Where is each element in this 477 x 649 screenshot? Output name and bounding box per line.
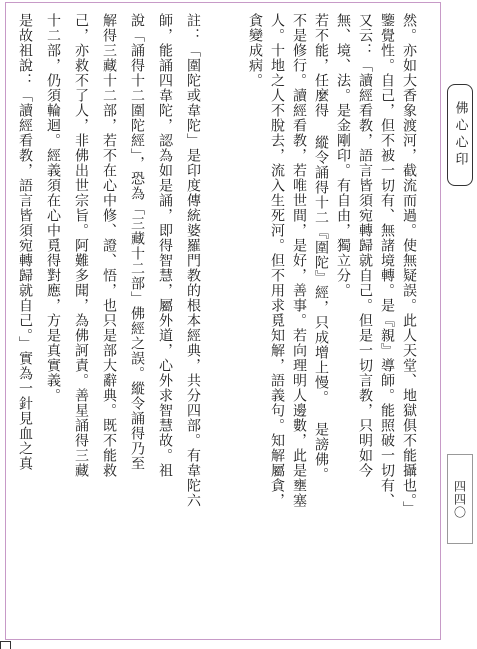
text-line-7: 人。十地之人不脫去，流入生死河。但不用求覓知解，語義句。知解屬貪， — [269, 13, 285, 508]
page-number: 四四〇 — [452, 479, 467, 519]
text-line-4: 無、境、法。是金剛印。有自由，獨立分。 — [335, 13, 351, 298]
text-line-2: 鑒覺性。自己，但不被一切有、無諸境轉。是『親』導師。能照破一切有、 — [379, 13, 395, 508]
note-line-2: 師，能誦四韋陀，認為如是誦，即得智慧，屬外道，心外求智慧故。祖 — [157, 13, 173, 478]
note-line-7: 是故祖說：「讀經看教，語言皆須宛轉歸就自己。」實為一針見血之真 — [17, 13, 33, 471]
note-line-6: 十二部，仍須輪迴。經義須在心中覓得對應，方是真實義。 — [45, 13, 61, 403]
text-line-6: 不是修行。讀經看教，若唯世間，是好，善事。若向理明人邊數，此是壅塞 — [291, 13, 307, 508]
text-line-8: 貪變成病。 — [247, 13, 263, 88]
note-line-4: 解得三藏十二部，若不在心中修、證、悟，也只是部大辭典。既不能救 — [101, 13, 117, 478]
note-line-1: 註：「圍陀或韋陀」是印度傳統婆羅門教的根本經典，共分四部。有韋陀六 — [185, 13, 201, 508]
book-title-tab — [447, 84, 473, 186]
note-line-3: 說「誦得十二圍陀經」，恐為「三藏十二部」佛經之誤。縱令誦得乃至 — [129, 13, 145, 471]
text-line-5: 若不能，任麼得 縱令誦得十二『圍陀』經，只成增上慢。 是謗佛。 — [313, 13, 329, 482]
page-number-box — [447, 454, 473, 544]
text-line-1: 然。亦如大香象渡河，截流而過。使無疑誤。此人天堂、地獄俱不能攝也。」 — [401, 13, 417, 516]
text-line-3: 又云：「讀經看教，語言皆須宛轉歸就自己。但是一切言教，只明如今 — [357, 13, 373, 478]
note-line-5: 己，亦救不了人，非佛出世宗旨。阿難多聞，為佛訶責。善星誦得三藏 — [73, 13, 89, 478]
text-page — [5, 2, 441, 640]
book-title: 佛心心印 — [452, 101, 468, 169]
